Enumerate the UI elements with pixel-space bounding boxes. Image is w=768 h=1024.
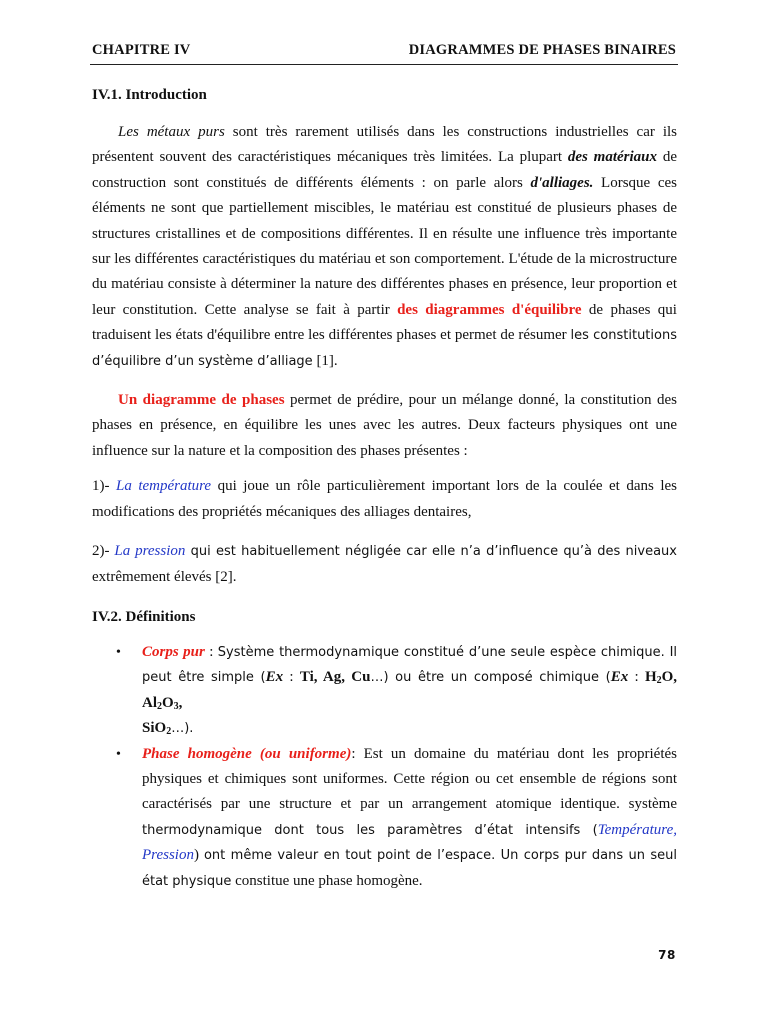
- paragraph-phase-diagram: Un diagramme de phases permet de prédire, pour un mélange donné, la constitution des phases en présence, en équilibre les unes avec les autres. Deux facteurs physiques ont une influence sur la nature et la composition des phases présentes :: [92, 392, 677, 459]
- paragraph-intro: Les métaux purs sont très rarement utilisés dans les constructions industrielles car ils présentent souvent des caractéristiques mécaniques très limitées. La plupart des matériaux de construction sont constitués de différents éléments : on parle alors d'alliages. Lorsque ces éléments ne sont que partiellement miscibles, le matériau est constitué de plusieurs phases de structures cristallines et de compositions différentes. Il en résulte une influence très importante sur les différentes caractéristiques du matériau et son comportement. L'étude de la microstructure du matériau consiste à déterminer la nature des différentes phases en présence, leur proportion et leur constitution. Cette analyse se fait à partir des diagrammes d'équilibre de phases qui traduisent les états d'équilibre entre les différentes phases et permet de résumer les constitutions d’équilibre d’un système d’alliage [1].: [92, 124, 678, 369]
- bullet-icon: •: [116, 644, 121, 660]
- page-number: 78: [658, 948, 676, 962]
- chapter-title: DIAGRAMMES DE PHASES BINAIRES: [408, 42, 676, 58]
- list-item: • Corps pur : Système thermodynamique constitué d’une seule espèce chimique. Il peut être simple (Ex : Ti, Ag, Cu…) ou être un composé chimique (Ex : $H_2O$, $Al_2O_3$, SiO$_2$…).: [92, 640, 677, 742]
- paragraph-pressure: 2)- La pression qui est habituellement négligée car elle n’a d’influence qu’à des niveaux extrêmement élevés [2].: [92, 543, 677, 585]
- paragraph-temperature: 1)- La température qui joue un rôle particulièrement important lors de la coulée et dans les modifications des propriétés mécaniques des alliages dentaires,: [92, 478, 677, 520]
- chapter-label: CHAPITRE IV: [92, 42, 191, 58]
- page-content: [92, 84, 677, 894]
- bullet-icon: •: [116, 746, 121, 762]
- definitions-list: [92, 640, 677, 894]
- header-rule: [90, 64, 678, 65]
- section-heading-introduction: IV.1. Introduction: [92, 87, 207, 103]
- running-header: [92, 42, 676, 62]
- section-heading-definitions: IV.2. Définitions: [92, 608, 196, 625]
- list-item: • Phase homogène (ou uniforme): Est un domaine du matériau dont les propriétés physiques et chimiques sont uniformes. Cette région ou cet ensemble de régions sont caractérisés par une structure et par un arrangement atomique identique. système thermodynamique dont tous les paramètres d’état intensifs (Température, Pression) ont même valeur en tout point de l’espace. Un corps pur dans un seul état physique constitue une phase homogène.: [92, 742, 677, 894]
